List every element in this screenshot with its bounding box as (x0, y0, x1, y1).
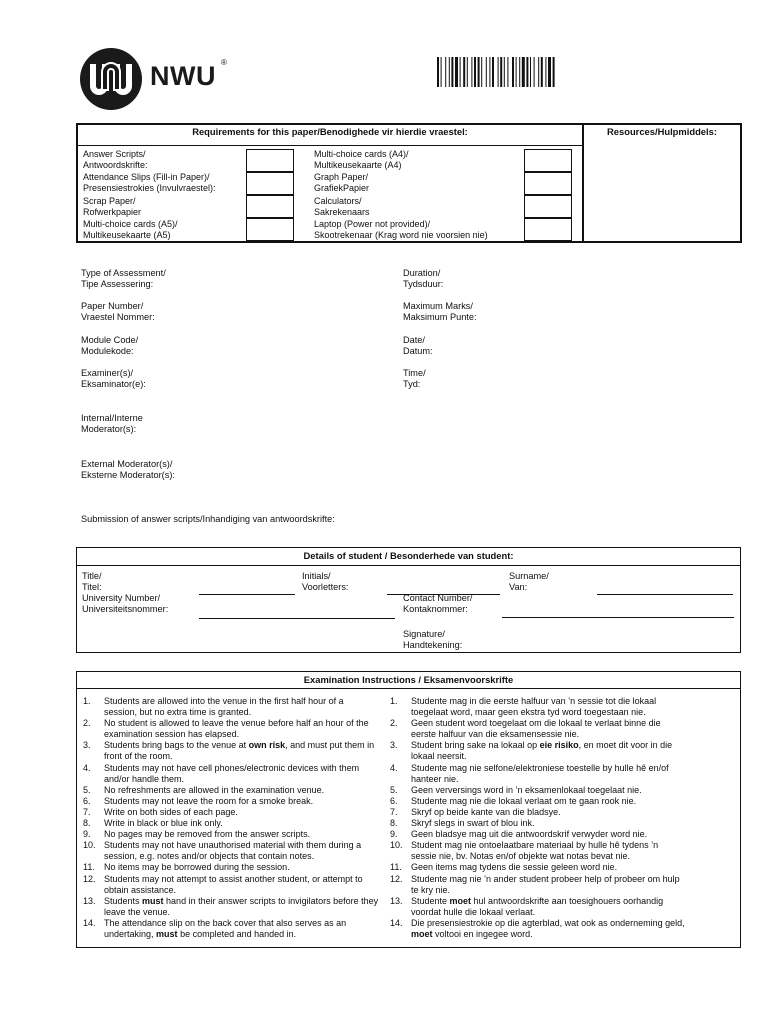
instruction-number: 3. (390, 740, 398, 751)
barcode-bar (545, 57, 546, 87)
instruction-number: 10. (390, 840, 403, 851)
instruction-item (83, 796, 379, 807)
instructions-english (83, 696, 379, 940)
instruction-number: 2. (83, 718, 91, 729)
instruction-text: Geen bladsye mag uit die antwoordskrif verwyder word nie. (411, 829, 648, 840)
surname-label: Surname/ Van: (509, 571, 549, 592)
barcode-bar (548, 57, 551, 87)
instruction-number: 1. (390, 696, 398, 706)
barcode-bar (437, 57, 439, 87)
instruction-number: 6. (390, 795, 398, 806)
instruction-text: Geen items mag tydens die sessie geleen word nie. (411, 862, 618, 873)
submission-label: Submission of answer scripts/Inhandiging van antwoordskrifte: (81, 514, 335, 524)
instruction-number: 4. (390, 762, 398, 773)
instruction-item (83, 785, 379, 796)
instruction-text: Students must hand in their answer scripts to invigilators before they leave the venue. (104, 895, 379, 917)
scrap-paper-box[interactable] (246, 195, 294, 218)
barcode-bar (445, 57, 446, 87)
barcode-bar (481, 57, 482, 87)
requirements-table (76, 123, 742, 243)
laptop-box[interactable] (524, 218, 572, 241)
nwu-logo (76, 46, 236, 112)
instruction-item (83, 862, 379, 873)
instruction-text: Geen student word toegelaat om die lokaal te verlaat binne die eerste halfuur van die eksamensessie nie. (411, 718, 661, 740)
instruction-item (390, 918, 686, 940)
instructions-title: Examination Instructions / Eksamenvoorskrifte (77, 672, 740, 689)
field-external-moderators: External Moderator(s)/ Eksterne Moderator(s): (81, 459, 175, 480)
instruction-text: Write in black or blue ink only. (104, 818, 223, 829)
barcode-bar (463, 57, 465, 87)
instruction-text: Studente mag nie selfone/elektroniese toestelle by hulle hê en/of hanteer nie. (411, 762, 669, 784)
instruction-number: 5. (390, 784, 398, 795)
student-details-box (76, 547, 741, 653)
field-type-of-assessment: Type of Assessment/ Tipe Assessering: (81, 268, 166, 289)
barcode-bar (489, 57, 490, 87)
instruction-number: 14. (83, 917, 96, 928)
instruction-number: 4. (83, 762, 91, 773)
instruction-item (83, 696, 379, 718)
barcode-bar (441, 57, 442, 87)
nwu-emblem-icon (76, 46, 146, 112)
barcode-bar (455, 57, 458, 87)
barcode-bar (512, 57, 514, 87)
instruction-item (83, 874, 379, 896)
barcode-bar (500, 57, 502, 87)
req-attendance-slips: Attendance Slips (Fill-in Paper)/ Presensiestrokies (Invulvraestel): (83, 172, 216, 193)
instruction-number: 12. (390, 873, 403, 884)
barcode-bar (498, 57, 499, 87)
instruction-number: 8. (390, 818, 398, 829)
instruction-item (390, 696, 686, 718)
instruction-text: Skryf slegs in swart of blou ink. (411, 818, 535, 829)
req-scrap-paper: Scrap Paper/ Rofwerkpapier (83, 196, 142, 217)
calculators-box[interactable] (524, 195, 572, 218)
instruction-text: Students may not attempt to assist another student, or attempt to obtain assistance. (104, 873, 363, 895)
instruction-item (390, 840, 686, 862)
contact-number-input-line[interactable] (502, 617, 734, 618)
instruction-item (390, 740, 686, 762)
barcode-bar (507, 57, 508, 87)
field-internal-moderators: Internal/Interne Moderator(s): (81, 413, 143, 434)
barcode-bar (449, 57, 450, 87)
instruction-item (390, 896, 686, 918)
instruction-item (83, 818, 379, 829)
university-number-label: University Number/ Universiteitsnommer: (82, 593, 169, 614)
req-graph-paper: Graph Paper/ GrafiekPapier (314, 172, 370, 193)
barcode-bar (519, 57, 520, 87)
requirements-title: Requirements for this paper/Benodighede vir hierdie vraestel: (78, 125, 582, 146)
instruction-number: 3. (83, 740, 91, 751)
registered-mark: ® (221, 58, 227, 67)
instruction-number: 7. (83, 806, 91, 817)
barcode-bar (478, 57, 480, 87)
resources-box[interactable] (584, 145, 740, 241)
instruction-number: 12. (83, 873, 96, 884)
instruction-item (390, 862, 686, 873)
contact-number-label: Contact Number/ Kontaknommer: (403, 593, 473, 614)
university-number-input-line[interactable] (199, 618, 395, 619)
instruction-item (83, 918, 379, 940)
instruction-item (390, 718, 686, 740)
req-mc-cards-a5: Multi-choice cards (A5)/ Multikeusekaarte (A5) (83, 219, 178, 240)
signature-label: Signature/ Handtekening: (403, 629, 463, 650)
barcode-bar (541, 57, 543, 87)
instruction-text: Studente mag nie die lokaal verlaat om te gaan rook nie. (411, 795, 637, 806)
barcode-image (437, 57, 620, 87)
instruction-text: Skryf op beide kante van die bladsye. (411, 806, 561, 817)
barcode-bar (553, 57, 555, 87)
instruction-item (390, 874, 686, 896)
instruction-item (83, 763, 379, 785)
instruction-text: No pages may be removed from the answer scripts. (104, 829, 311, 840)
field-examiners: Examiner(s)/ Eksaminator(e): (81, 368, 146, 389)
instruction-text: No student is allowed to leave the venue before half an hour of the examination session has elapsed. (104, 718, 369, 740)
field-time: Time/ Tyd: (403, 368, 426, 389)
instruction-text: Students bring bags to the venue at own risk, and must put them in front of the room. (104, 740, 375, 762)
instruction-item (390, 796, 686, 807)
instruction-number: 7. (390, 806, 398, 817)
instruction-item (390, 785, 686, 796)
instruction-item (83, 807, 379, 818)
instruction-number: 11. (83, 862, 95, 873)
barcode-bar (516, 57, 517, 87)
instruction-number: 11. (390, 862, 402, 873)
barcode-bar (471, 57, 472, 87)
instruction-number: 8. (83, 818, 91, 829)
instruction-number: 9. (390, 829, 398, 840)
barcode-bar (460, 57, 461, 87)
instruction-text: Student bring sake na lokaal op eie risiko, en moet dit voor in die lokaal neersit. (411, 740, 673, 762)
instruction-text: Studente mag in die eerste halfuur van ’n sessie tot die lokaal toegelaat word, maar geen ekstra tyd word toegestaan nie. (411, 696, 657, 718)
title-label: Title/ Titel: (82, 571, 102, 592)
barcode-bar (492, 57, 494, 87)
resources-title: Resources/Hulpmiddels: (607, 126, 717, 137)
instruction-number: 6. (83, 795, 91, 806)
barcode-bar (486, 57, 487, 87)
req-calculators: Calculators/ Sakrekenaars (314, 196, 370, 217)
barcode-bar (530, 57, 531, 87)
barcode-bar (538, 57, 539, 87)
instruction-text: No items may be borrowed during the session. (104, 862, 290, 873)
instruction-text: Students may not leave the room for a smoke break. (104, 795, 314, 806)
instruction-number: 9. (83, 829, 91, 840)
field-maximum-marks: Maximum Marks/ Maksimum Punte: (403, 301, 477, 322)
barcode-bar (451, 57, 453, 87)
barcode-bar (467, 57, 468, 87)
graph-paper-box[interactable] (524, 172, 572, 195)
instruction-text: Studente moet hul antwoordskrifte aan toesighouers oorhandig voordat hulle die lokaal verlaat. (411, 895, 664, 917)
barcode-bar (526, 57, 528, 87)
instruction-text: Write on both sides of each page. (104, 806, 238, 817)
mc-cards-a5-box[interactable] (246, 218, 294, 241)
field-paper-number: Paper Number/ Vraestel Nommer: (81, 301, 155, 322)
instruction-text: Students are allowed into the venue in the first half hour of a session, but no extra time is granted. (104, 696, 344, 718)
instruction-number: 13. (390, 895, 403, 906)
instruction-item (83, 829, 379, 840)
instruction-text: Student mag nie ontoelaatbare materiaal by hulle hê tydens ’n sessie nie, bv. Notas en/of objekte wat notas bevat nie. (411, 840, 659, 862)
instruction-number: 14. (390, 917, 403, 928)
instruction-number: 2. (390, 718, 398, 729)
instruction-number: 13. (83, 895, 96, 906)
initials-label: Initials/ Voorletters: (302, 571, 349, 592)
instruction-text: Students may not have cell phones/electronic devices with them and/or handle them. (104, 762, 360, 784)
instruction-text: No refreshments are allowed in the examination venue. (104, 784, 325, 795)
barcode-bar (522, 57, 525, 87)
req-laptop: Laptop (Power not provided)/ Skootrekenaar (Krag word nie voorsien nie) (314, 219, 488, 240)
instruction-text: Die presensiestrokie op die agterblad, wat ook as onderneming geld, moet voltooi en ingegee word. (411, 917, 685, 939)
instruction-number: 5. (83, 784, 91, 795)
instructions-afrikaans (390, 696, 686, 940)
instruction-text: Studente mag nie ’n ander student probeer help of probeer om hulp te kry nie. (411, 873, 680, 895)
instruction-text: Geen verversings word in ’n eksamenlokaal toegelaat nie. (411, 784, 642, 795)
barcode-bar (504, 57, 505, 87)
req-answer-scripts: Answer Scripts/ Antwoordskrifte: (83, 149, 148, 170)
instruction-item (83, 740, 379, 762)
instruction-text: The attendance slip on the back cover that also serves as an undertaking, must be completed and handed in. (104, 917, 347, 939)
surname-input-line[interactable] (597, 594, 733, 595)
field-module-code: Module Code/ Modulekode: (81, 335, 139, 356)
req-mc-cards-a4: Multi-choice cards (A4)/ Multikeusekaarte (A4) (314, 149, 409, 170)
instruction-text: Students may not have unauthorised material with them during a session, e.g. notes and/or objects that contain notes. (104, 840, 362, 862)
field-duration: Duration/ Tydsduur: (403, 268, 444, 289)
barcode-bar (474, 57, 476, 87)
instruction-item (83, 718, 379, 740)
mc-cards-a4-box[interactable] (524, 149, 572, 172)
instruction-item (390, 818, 686, 829)
logo-text: NWU (150, 61, 216, 91)
title-input-line[interactable] (199, 594, 295, 595)
field-date: Date/ Datum: (403, 335, 433, 356)
exam-instructions-box (76, 671, 741, 948)
instruction-item (83, 840, 379, 862)
instruction-number: 10. (83, 840, 96, 851)
attendance-slips-box[interactable] (246, 172, 294, 195)
instruction-item (390, 807, 686, 818)
answer-scripts-box[interactable] (246, 149, 294, 172)
instruction-number: 1. (83, 696, 91, 706)
student-details-title: Details of student / Besonderhede van student: (77, 548, 740, 566)
barcode-bar (534, 57, 535, 87)
instruction-item (390, 829, 686, 840)
instruction-item (390, 763, 686, 785)
instruction-item (83, 896, 379, 918)
